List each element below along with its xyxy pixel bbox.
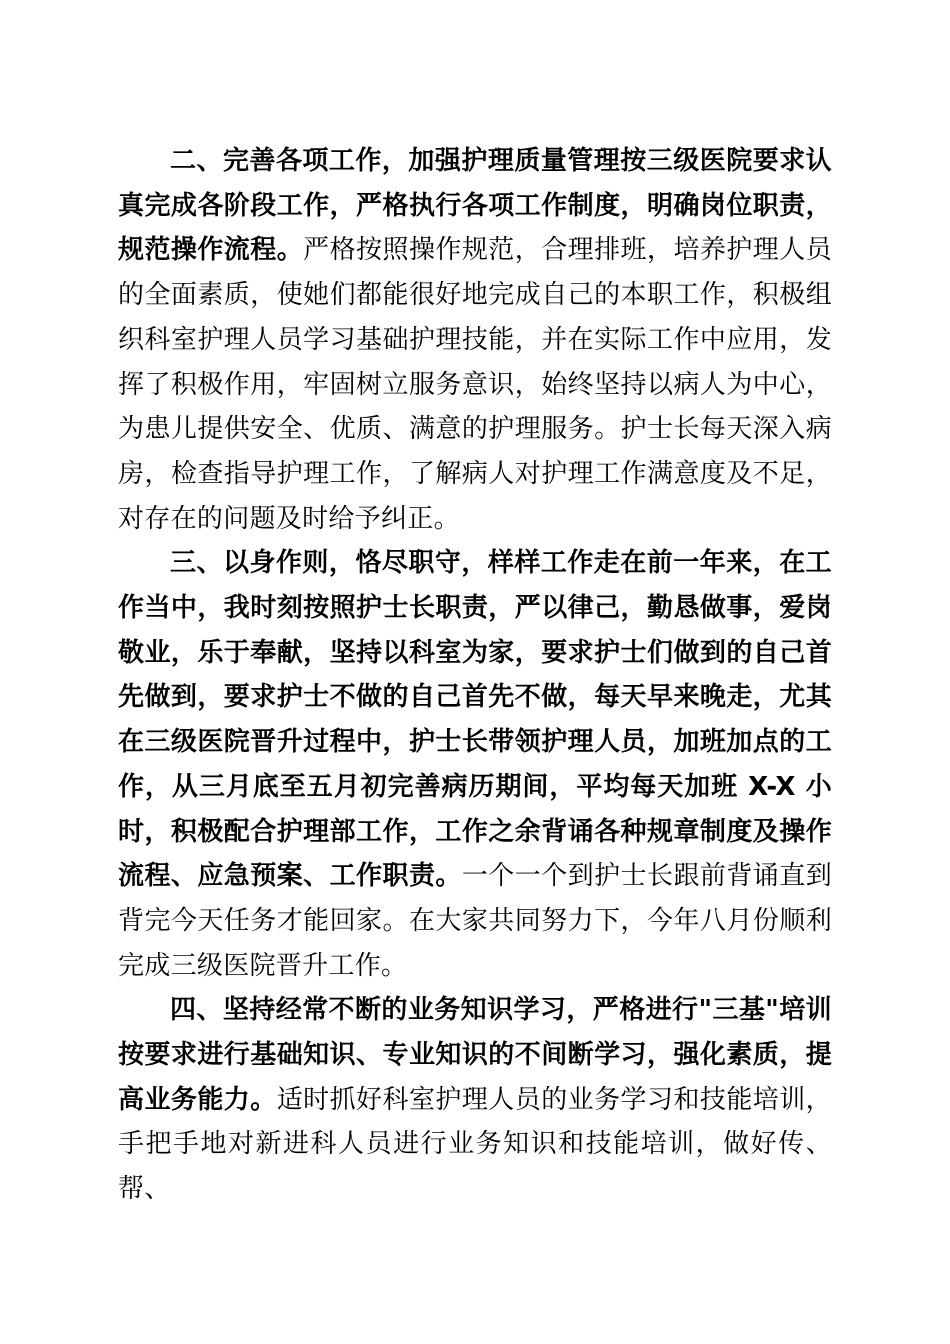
paragraph-3-body: 一个一个到护士长跟前背诵直到背完今天任务才能回家。在大家共同努力下，今年八月份顺利完成三级医院晋升工作。 — [118, 861, 833, 981]
paragraph-2-heading: 二、完善各项工作，加强护理质量管理按三级医院要求认真完成各阶段工作，严格执行各项工作制度，明确岗位职责，规范操作流程。 — [118, 146, 832, 266]
paragraph-3-heading: 三、以身作则，恪尽职守，样样工作走在前一年来，在工作当中，我时刻按照护士长职责，严以律己，勤恳做事，爱岗敬业，乐于奉献，坚持以科室为家，要求护士们做到的自己首先做到，要求护士不做的自己首先不做，每天早来晚走，尤其在三级医院晋升过程中，护士长带领护理人员，加班加点的工作，从三月底至五月初完善病历期间，平均每天加班 X-X 小时，积极配合护理部工作，工作之余背诵各种规章制度及操作流程、应急预案、工作职责。 — [118, 548, 832, 892]
paragraph-4 — [118, 988, 832, 1212]
paragraph-3 — [118, 541, 832, 988]
paragraph-2 — [118, 139, 832, 541]
document-page — [118, 139, 832, 1212]
paragraph-4-body: 适时抓好科室护理人员的业务学习和技能培训，手把手地对新进科人员进行业务知识和技能培训，做好传、帮、 — [118, 1084, 832, 1205]
paragraph-2-body: 严格按照操作规范，合理排班，培养护理人员的全面素质，使她们都能很好地完成自己的本职工作，积极组织科室护理人员学习基础护理技能，并在实际工作中应用，发挥了积极作用，牢固树立服务意识，始终坚持以病人为中心，为患儿提供安全、优质、满意的护理服务。护士长每天深入病房，检查指导护理工作，了解病人对护理工作满意度及不足，对存在的问题及时给予纠正。 — [118, 235, 832, 534]
paragraph-4-heading: 四、坚持经常不断的业务知识学习，严格进行"三基"培训按要求进行基础知识、专业知识的不间断学习，强化素质，提高业务能力。 — [118, 995, 832, 1115]
